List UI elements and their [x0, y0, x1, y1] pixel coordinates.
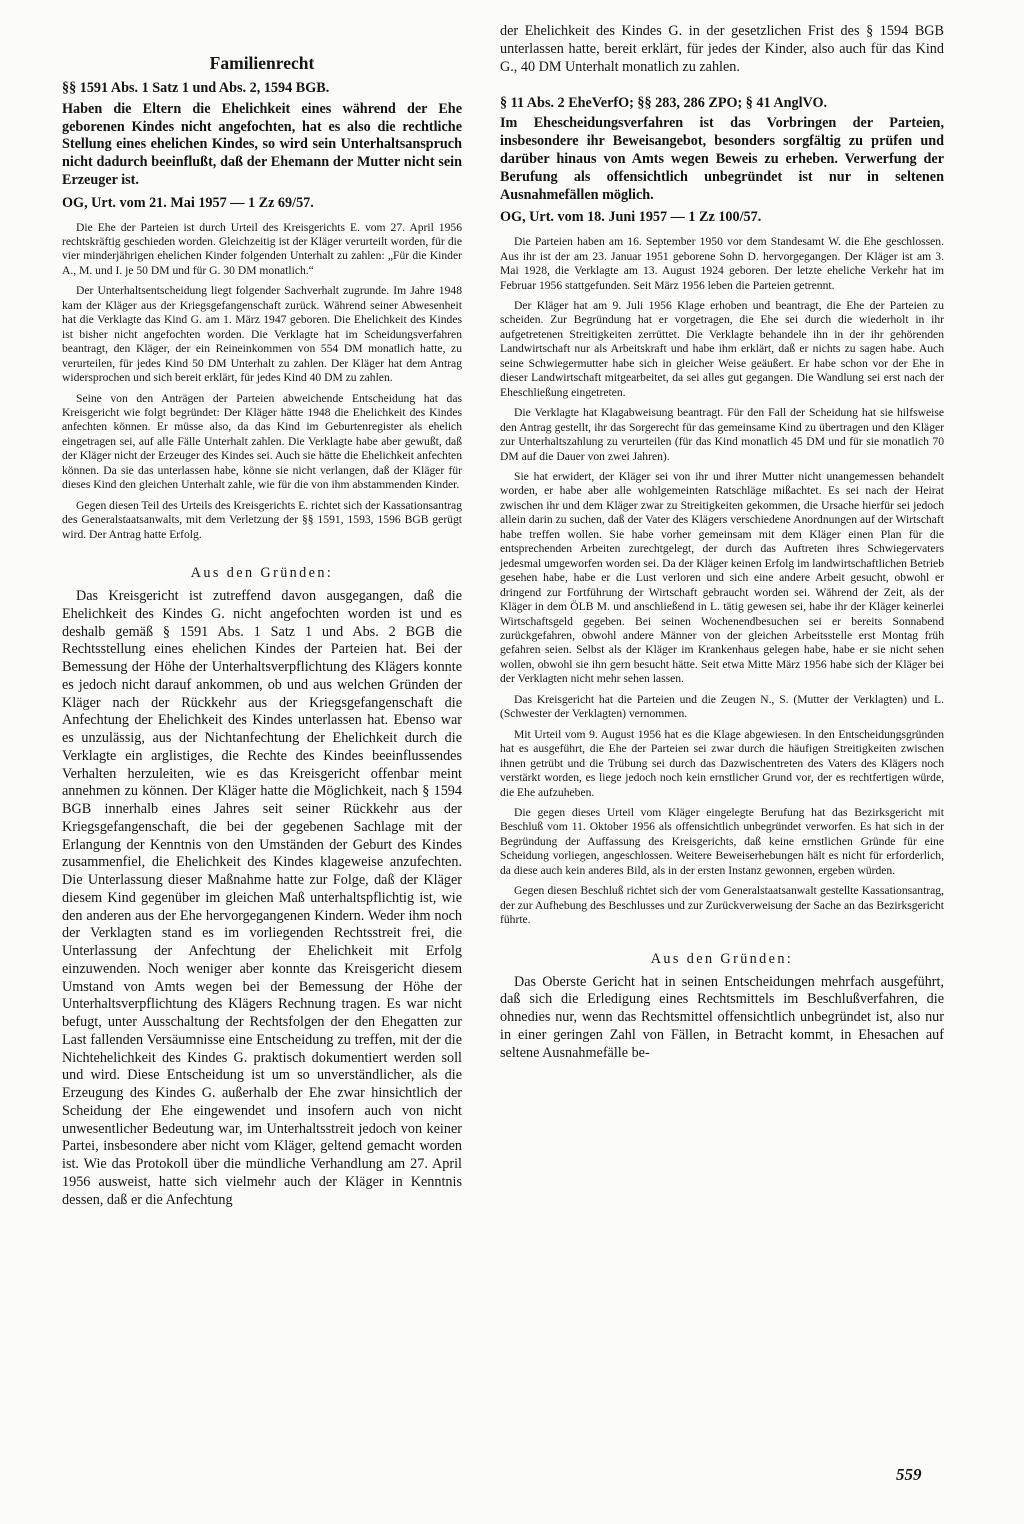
left-column — [62, 52, 462, 1209]
case1-facts-paragraph: Der Unterhaltsentscheidung liegt folgender Sachverhalt zugrunde. Im Jahre 1948 kam der Kläger aus der Kriegsgefangenschaft zurück. Während seiner Abwesenheit hat die Verklagte das Kind G. am 1. März 1947 geboren. Die Ehelichkeit des Kindes ist bisher nicht angefochten worden. Die Verklagte hat im Scheidungsverfahren beantragt, den Kläger, der ein Reineinkommen von 554 DM monatlich hatte, zu verurteilen, für jedes Kind 50 DM Unterhalt zu zahlen. Der Kläger hat dem Antrag widersprochen und sich bereit erklärt, für jedes Kind 40 DM zu zahlen. — [62, 284, 462, 385]
case1-grounds-text: Das Kreisgericht ist zutreffend davon ausgegangen, daß die Ehelichkeit des Kindes G. nicht angefochten worden ist und es deshalb gemäß § 1591 Abs. 1 Satz 1 und Abs. 2 BGB die Rechtsstellung eines ehelichen Kindes der Parteien hat. Bei der Bemessung der Höhe der Unterhaltsverpflichtung des Klägers konnte es jedoch nicht darauf ankommen, ob und aus welchen Gründen der Kläger nach der Rückkehr aus der Kriegsgefangenschaft die Anfechtung der Ehelichkeit des Kindes unterlassen hat. Ebenso war es unzulässig, aus der Nichtanfechtung der Ehelichkeit durch die Verklagte ein arglistiges, die Rechte des Kindes beeinflussendes Verhalten herzuleiten, wie es das Kreisgericht offenbar meint annehmen zu können. Der Kläger hatte die Möglichkeit, nach § 1594 BGB innerhalb eines Jahres seit seiner Rückkehr aus der Kriegsgefangenschaft, die bei der gegebenen Sachlage mit der Erlangung der Kenntnis von den Umständen der Geburt des Kindes zusammenfiel, die Ehelichkeit des Kindes klageweise anzufechten. Die Unterlassung dieser Maßnahme hatte zur Folge, daß der Kläger diesem Kind gegenüber im gleichen Maß unterhaltspflichtig ist, wie den anderen aus der Ehe hervorgegangenen Kindern. Weder ihm noch der Verklagten stand es im vorliegenden Rechtsstreit frei, die Unterlassung der Anfechtung der Ehelichkeit mit Erfolg einzuwenden. Noch weniger aber konnte das Kreisgericht diesem Umstand von Amts wegen bei der Bemessung der Höhe der Unterhaltsverpflichtung des Klägers Rechnung tragen. Es war nicht befugt, unter Ausschaltung der Rechtsfolgen der den Ehegatten zur Last fallenden Versäumnisse eine Entscheidung zu treffen, mit der die Nichtehelichkeit des Kindes G. praktisch dokumentiert werden soll und wird. Diese Entscheidung ist um so unverständlicher, als die Erzeugung des Kindes G. außerhalb der Ehe zwar hinsichtlich der Scheidung der Ehe eingewendet und insofern auch von nicht unwesentlicher Bedeutung war, im Unterhaltsstreit jedoch von keiner Partei, insbesondere aber nicht vom Kläger, geltend gemacht worden ist. Wie das Protokoll über die mündliche Verhandlung am 27. April 1956 ausweist, hatte sich vielmehr auch der Kläger in Kenntnis dessen, daß er die Anfechtung — [62, 588, 462, 1208]
page-number: 559 — [896, 1465, 922, 1484]
case2-facts-paragraph: Das Kreisgericht hat die Parteien und die Zeugen N., S. (Mutter der Verklagten) und L. (Schwester der Verklagten) vernommen. — [500, 692, 944, 721]
case1-court-ref: OG, Urt. vom 21. Mai 1957 — 1 Zz 69/57. — [62, 194, 314, 211]
case2-facts-paragraph: Sie hat erwidert, der Kläger sei von ihr und ihrer Mutter nicht unangemessen behandelt worden, er habe aber alle wohlgemeinten Ratschläge mißachtet. Es sei nach der Heirat zwischen ihr und dem Kläger zwar zu Streitigkeiten gekommen, die Ursache hierfür sei jedoch allein darin zu suchen, daß der Vater des Klägers verschiedene Anordnungen auf der Wirtschaft habe treffen wollen. Sie habe vorher gemeinsam mit dem Kläger einen Plan für die entsprechenden Arbeiten zurechtgelegt, der durch das Auftreten ihres Schwiegervaters jedesmal umgeworfen worden sei. Da der Kläger keinen Erfolg im landwirtschaftlichen Betrieb gesehen habe, habe er die Lust verloren und sich eine andere Arbeit gesucht, obwohl er dringend zur Fortführung der Wirtschaft gebraucht worden sei. Während der Zeit, als der Kläger in dem ÖLB M. und anschließend in L. tätig gewesen sei, habe ihr der Kläger keinerlei Wirtschaftsgeld gegeben. Bei seinen Wochenendbesuchen sei er bereits Sonnabend zurückgefahren, obwohl andere Männer von der gleichen Arbeitsstelle erst Montag früh gefahren seien. Selbst als der Kläger im Krankenhaus gelegen habe, habe er sie nicht sehen wollen, obwohl sie ihn gern besucht hätte. Seit etwa Mitte März 1956 habe sich der Kläger bei der Verklagten nicht mehr sehen lassen. — [500, 469, 944, 686]
case2-facts-paragraph: Mit Urteil vom 9. August 1956 hat es die Klage abgewiesen. In den Entscheidungsgründen hat es ausgeführt, die Ehe der Parteien sei zwar durch die häufigen Streitigkeiten zwischen ihnen getrübt und die Trübung sei durch das Dazwischentreten des Vaters des Klägers noch verstärkt worden, es liege jedoch noch kein ernstlicher Grund vor, der es rechtfertigen würde, die Ehe aufzuheben. — [500, 727, 944, 799]
section-title: Familienrecht — [209, 53, 315, 73]
case1-continuation: der Ehelichkeit des Kindes G. in der gesetzlichen Frist des § 1594 BGB unterlassen hatte, bereit erklärt, für jedes der Kinder, also auch für das Kind G., 40 DM Unterhalt monatlich zu zahlen. — [500, 23, 944, 76]
right-column — [500, 22, 944, 1062]
case1-grounds-heading: Aus den Gründen: — [190, 565, 334, 582]
case2-facts-paragraph: Die gegen dieses Urteil vom Kläger eingelegte Berufung hat das Bezirksgericht mit Beschluß vom 11. Oktober 1956 als offensichtlich unbegründet verworfen. Es hat sich in der Begründung der Auffassung des Kreisgerichts, daß keine ernstlichen Gründe für eine Scheidung vorliegen, angeschlossen. Weitere Beweiserhebungen hält es nicht für erforderlich, da diese auch kein anderes Bild, als in der ersten Instanz gewonnen, ergeben würden. — [500, 805, 944, 877]
case2-grounds-heading: Aus den Gründen: — [650, 950, 794, 967]
case2-facts-paragraph: Der Kläger hat am 9. Juli 1956 Klage erhoben und beantragt, die Ehe der Parteien zu scheiden. Zur Begründung hat er vorgetragen, die Ehe sei durch die wiederholt in ihr aufgetretenen Streitigkeiten zerrüttet. Die Verklagte behandele ihn in der ihr gehörenden Landwirtschaft nur als Arbeitskraft und habe ihm erklärt, daß er nichts zu sagen habe. Auch seine Schwiegermutter habe sich in gleicher Weise geäußert. Er habe schon vor der Ehe in dieser Landwirtschaft mitgearbeitet, da sei alles gut gegangen. Die Wandlung sei erst nach der Eheschließung eingetreten. — [500, 299, 944, 399]
case1-facts-paragraph: Gegen diesen Teil des Urteils des Kreisgerichts E. richtet sich der Kassationsantrag des Generalstaatsanwalts, mit dem Verletzung der §§ 1591, 1593, 1596 BGB gerügt wird. Der Antrag hatte Erfolg. — [62, 498, 462, 541]
case2-citation: § 11 Abs. 2 EheVerfO; §§ 283, 286 ZPO; § 41 AnglVO. — [500, 94, 828, 111]
case1-citation: §§ 1591 Abs. 1 Satz 1 und Abs. 2, 1594 BGB. — [62, 80, 330, 96]
case1-facts-paragraph: Die Ehe der Parteien ist durch Urteil des Kreisgerichts E. vom 27. April 1956 rechtskräftig geschieden worden. Gleichzeitig ist der Kläger verurteilt worden, für die vier minderjährigen ehelichen Kinder folgenden Unterhalt zu zahlen: „Für die Kinder A., M. und I. je 50 DM und für G. 30 DM monatlich.“ — [62, 220, 462, 277]
case2-facts-paragraph: Gegen diesen Beschluß richtet sich der vom Generalstaatsanwalt gestellte Kassationsantrag, der zur Aufhebung des Beschlusses und zur Zurückverweisung der Sache an das Bezirksgericht führte. — [500, 884, 944, 927]
case2-facts-paragraph: Die Verklagte hat Klagabweisung beantragt. Für den Fall der Scheidung hat sie hilfsweise den Antrag gestellt, ihr das Sorgerecht für das gemeinsame Kind zu übertragen und den Kläger zur Unterhaltszahlung zu verurteilen (für das Kind monatlich 45 DM und für sie monatlich 70 DM auf die Dauer von zwei Jahren). — [500, 406, 944, 463]
case1-facts-paragraph: Seine von den Anträgen der Parteien abweichende Entscheidung hat das Kreisgericht wie folgt begründet: Der Kläger hätte 1948 die Ehelichkeit des Kindes anfechten können. Er müsse also, da das Kind im Geburtenregister als ehelich eingetragen sei, auf alle Fälle Unterhalt zahlen. Die Verklagte habe aber gewußt, daß der Kläger nicht der Erzeuger des Kindes sei. Auch sie hätte die Ehelichkeit anfechten können. Da sie das unterlassen habe, könne sie nicht verlangen, daß der Kläger für dieses Kind den gleichen Unterhalt zahle, wie für die von ihm abstammenden Kinder. — [62, 391, 462, 492]
case2-court-ref: OG, Urt. vom 18. Juni 1957 — 1 Zz 100/57. — [500, 209, 762, 226]
case2-headnote: Im Ehescheidungsverfahren ist das Vorbringen der Parteien, insbesondere ihr Beweisangebot, besonders sorgfältig zu prüfen und darüber hinaus von Amts wegen Beweis zu erheben. Verwerfung der Berufung als offensichtlich unbegründet ist nur in seltenen Ausnahmefällen möglich. — [500, 115, 944, 203]
case1-headnote: Haben die Eltern die Ehelichkeit eines während der Ehe geborenen Kindes nicht angefochten, hat es also die rechtliche Stellung eines ehelichen Kindes, so wird sein Unterhaltsanspruch nicht dadurch beeinflußt, daß der Ehemann der Mutter nicht sein Erzeuger ist. — [62, 100, 462, 188]
case2-grounds-text: Das Oberste Gericht hat in seinen Entscheidungen mehrfach ausgeführt, daß sich die Erledigung eines Rechtsmittels im Beschlußverfahren, die ohnedies nur, wenn das Rechtsmittel offensichtlich unbegründet ist, also nur in einer geringen Zahl von Fällen, in Betracht kommt, in Ehesachen auf seltene Ausnahmefälle be- — [500, 973, 944, 1061]
case2-facts-paragraph: Die Parteien haben am 16. September 1950 vor dem Standesamt W. die Ehe geschlossen. Aus ihr ist der am 23. Januar 1951 geborene Sohn D. hervorgegangen. Der Kläger ist am 3. Mai 1928, die Verklagte am 13. August 1924 geboren. Der letzte eheliche Verkehr hat im Februar 1956 stattgefunden. Seit März 1956 leben die Parteien getrennt. — [500, 235, 944, 292]
